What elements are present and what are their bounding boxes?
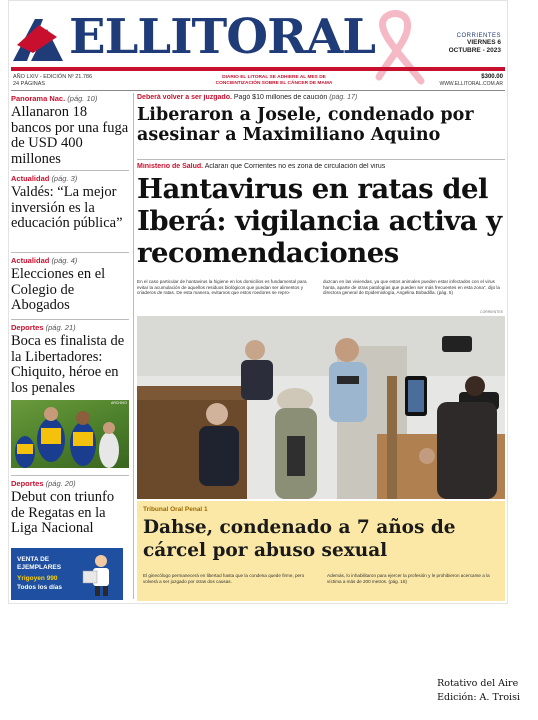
football-players-illustration bbox=[11, 400, 129, 468]
sales-schedule: Todos los días bbox=[17, 584, 63, 591]
dahse-story-box bbox=[137, 501, 505, 601]
dahse-headline[interactable]: Dahse, condenado a 7 años de cárcel por abuso sexual bbox=[143, 517, 456, 561]
sidebar-story-section: Panorama Nac. (pág. 10) bbox=[11, 94, 98, 103]
dahse-body bbox=[143, 573, 499, 599]
sidebar-story-section: Actualidad (pág. 4) bbox=[11, 256, 78, 265]
sidebar-story-regatas[interactable] bbox=[11, 479, 129, 537]
sidebar-story-section: Deportes (pág. 20) bbox=[11, 479, 76, 488]
boca-players-photo[interactable] bbox=[11, 400, 129, 468]
hantavirus-kicker: Ministerio de Salud. Aclaran que Corrientes no es zona de circulación del virus bbox=[137, 163, 386, 170]
sidebar-story-headline[interactable]: Allanaron 18 bancos por una fuga de USD 400 millones bbox=[11, 104, 129, 167]
sales-address: Yrigoyen 990 bbox=[17, 575, 58, 582]
price-block bbox=[439, 74, 503, 88]
courtroom-scene-illustration bbox=[137, 316, 505, 499]
main-column bbox=[137, 92, 505, 602]
edition-number: AÑO LXIV - EDICIÓN Nº 21.786 bbox=[13, 74, 93, 80]
credits-line-1: Rotativo del Aire bbox=[437, 678, 519, 689]
credits-line-2: Edición: A. Troisi bbox=[437, 692, 520, 703]
sidebar-story-section: Deportes (pág. 21) bbox=[11, 323, 76, 332]
sidebar-story-section: Actualidad (pág. 3) bbox=[11, 174, 78, 183]
sidebar-story-elections[interactable] bbox=[11, 256, 129, 314]
date-block bbox=[431, 33, 501, 55]
sidebar-story-headline[interactable]: Elecciones en el Colegio de Abogados bbox=[11, 266, 106, 313]
info-divider bbox=[11, 90, 505, 91]
sidebar-divider bbox=[11, 252, 129, 253]
el-litoral-logo-icon bbox=[13, 15, 63, 61]
campaign-line-2: CONCIENTIZACIÓN SOBRE EL CÁNCER DE MAMA bbox=[215, 81, 333, 86]
info-bar bbox=[9, 72, 508, 90]
sales-title-1: VENTA DE bbox=[17, 556, 50, 563]
sidebar-story-headline[interactable]: Debut con triunfo de Regatas en la Liga Nacional bbox=[11, 489, 115, 536]
dahse-kicker: Tribunal Oral Penal 1 bbox=[143, 506, 208, 513]
sales-title-2: EJEMPLARES bbox=[17, 564, 62, 571]
courtroom-photo[interactable] bbox=[137, 316, 505, 499]
dahse-body-col-1: El ginecólogo permanecerá en libertad hasta que la condena quede firme, pero volverá a ser juzgado por otras dos causas. bbox=[143, 573, 305, 584]
hantavirus-body-col-1: En el caso particular de hantavirus la higiene en los domicilios es fundamental para evitar la acumulación de aquellos residuos biológicos que puedan ser alimentos y criaderos de ratas. De esta manera, evitamos que estos roedores se repro- bbox=[137, 279, 307, 296]
date-month-year: OCTUBRE - 2023 bbox=[448, 47, 501, 54]
city-label: CORRIENTES bbox=[456, 33, 501, 39]
page-count: 24 PÁGINAS bbox=[13, 81, 46, 87]
dahse-body-col-2: Además, lo inhabilitaron para ejercer la profesión y le prohibieron acercarse a la víctima a más de 200 metros. (pág. 16) bbox=[327, 573, 490, 584]
sidebar-story-banks[interactable] bbox=[11, 94, 129, 167]
edition-info bbox=[13, 74, 133, 88]
sidebar-story-headline[interactable]: Valdés: “La mejor inversión es la educación pública” bbox=[11, 184, 123, 231]
masthead-divider bbox=[11, 67, 505, 71]
story-divider bbox=[137, 159, 505, 160]
josele-kicker: Deberá volver a ser juzgado. Pagó $10 millones de caución (pág. 17) bbox=[137, 94, 358, 101]
hantavirus-headline[interactable]: Hantavirus en ratas del Iberá: vigilancia activa y recomendaciones bbox=[137, 173, 502, 269]
sidebar-story-headline[interactable]: Boca es finalista de la Libertadores: Chiquito, héroe en los penales bbox=[11, 333, 125, 396]
sales-info-box bbox=[11, 548, 123, 600]
newspaper-vendor-icon bbox=[79, 551, 119, 597]
campaign-line-1: DIARIO EL LITORAL SE ADHIERE AL MES DE bbox=[222, 75, 326, 80]
hantavirus-body-col-2: duzcan en las viviendas, ya que estos animales pueden estar infectados con el virus hanta, aparte de otras patologías que pueden ser más frecuentes en esta zona”, dijo la directora general de Epidemiología, Angelina Bobadilla. (pág. 5) bbox=[323, 279, 500, 296]
credits bbox=[437, 677, 520, 705]
hantavirus-body bbox=[137, 279, 505, 305]
photo-credit: ARCHIVO bbox=[111, 401, 127, 405]
sidebar-divider bbox=[11, 170, 129, 171]
price: $300.00 bbox=[481, 74, 503, 80]
website-link[interactable]: WWW.ELLITORAL.COM.AR bbox=[439, 81, 503, 87]
newspaper-front-page bbox=[8, 0, 508, 604]
sidebar-story-boca[interactable] bbox=[11, 323, 129, 396]
campaign-notice bbox=[189, 75, 359, 87]
masthead-title: ELLITORAL bbox=[69, 9, 375, 65]
date-weekday: VIERNES 6 bbox=[467, 39, 501, 46]
sidebar bbox=[11, 92, 129, 602]
masthead bbox=[9, 1, 508, 71]
photo-credit: CORRIENTES bbox=[480, 310, 503, 314]
sidebar-divider bbox=[11, 319, 129, 320]
josele-headline[interactable]: Liberaron a Josele, condenado por asesinar a Maximiliano Aquino bbox=[137, 105, 474, 145]
sidebar-story-valdes[interactable] bbox=[11, 174, 129, 232]
column-divider bbox=[133, 93, 134, 599]
sidebar-divider bbox=[11, 475, 129, 476]
